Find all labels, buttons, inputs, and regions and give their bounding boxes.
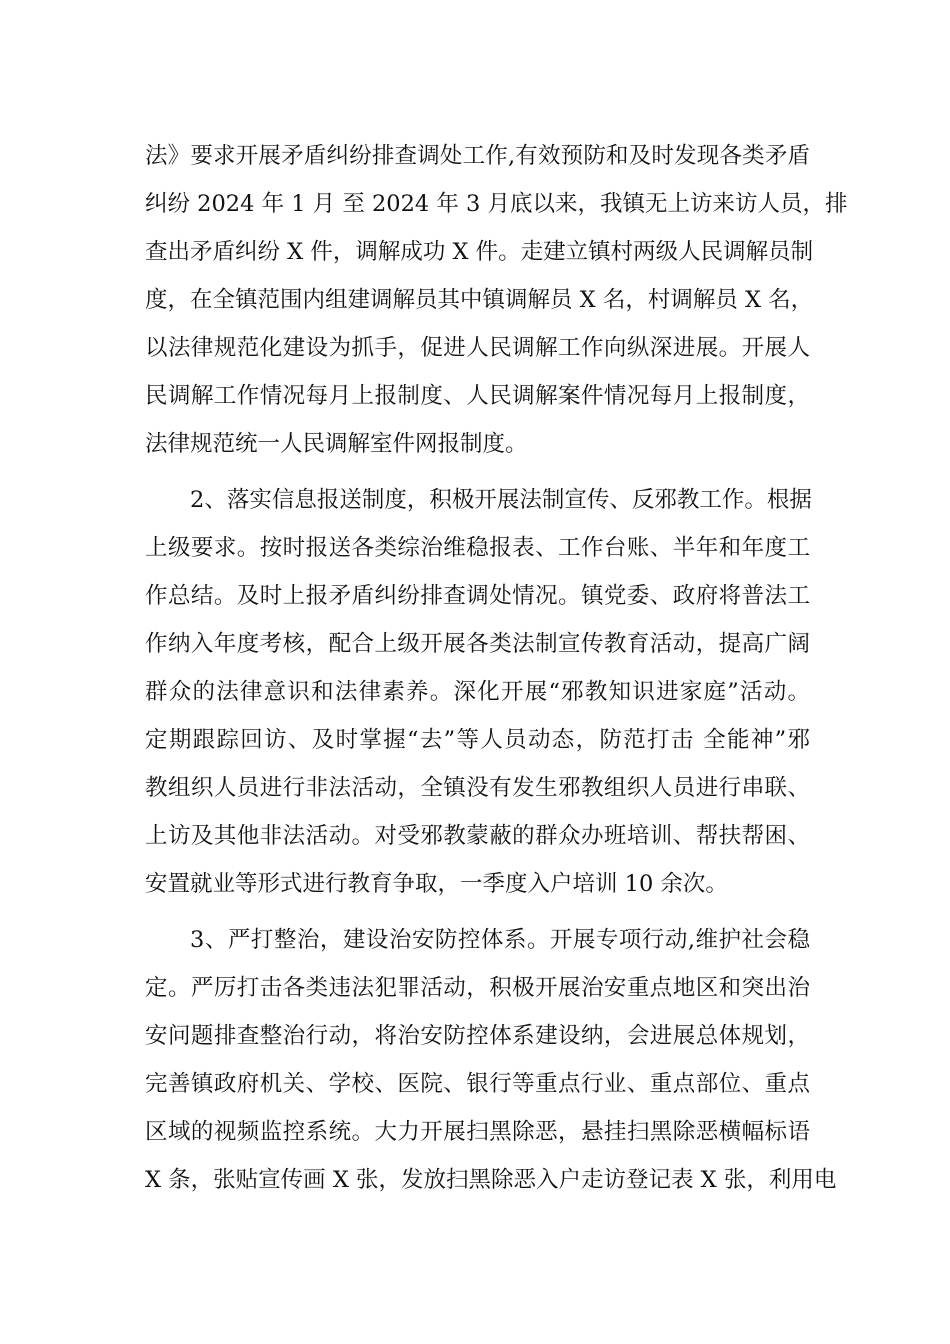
text-line: 群众的法律意识和法律素养。深化开展“邪教知识进家庭”活动。: [145, 679, 810, 705]
text-line: 安问题排查整治行动，将治安防控体系建设纳，会进展总体规划，: [145, 1023, 810, 1049]
text-line: 纠纷 2024 年 1 月 至 2024 年 3 月底以来，我镇无上访来访人员，排: [145, 191, 848, 217]
text-line: 法律规范统一人民调解室件网报制度。: [145, 431, 528, 457]
text-line: 以法律规范化建设为抓手，促进人民调解工作向纵深进展。开展人: [145, 335, 810, 361]
text-line: 区域的视频监控系统。大力开展扫黑除恶，悬挂扫黑除恶横幅标语: [145, 1119, 810, 1145]
text-line: 民调解工作情况每月上报制度、人民调解案件情况每月上报制度，: [145, 383, 810, 409]
text-line: 上访及其他非法活动。对受邪教蒙蔽的群众办班培训、帮扶帮困、: [145, 823, 810, 849]
text-line: 作纳入年度考核，配合上级开展各类法制宣传教育活动，提高广阔: [145, 631, 810, 657]
text-line: 安置就业等形式进行教育争取，一季度入户培训 10 余次。: [145, 871, 728, 897]
text-line: 度，在全镇范围内组建调解员其中镇调解员 X 名，村调解员 X 名，: [145, 287, 814, 313]
text-line: X 条，张贴宣传画 X 张，发放扫黑除恶入户走访登记表 X 张，利用电: [145, 1167, 837, 1193]
text-line: 2、落实信息报送制度，积极开展法制宣传、反邪教工作。根据: [190, 487, 812, 513]
text-line: 作总结。及时上报矛盾纠纷排查调处情况。镇党委、政府将普法工: [145, 583, 810, 609]
text-line: 3、严打整治，建设治安防控体系。开展专项行动,维护社会稳: [190, 927, 810, 953]
text-line: 教组织人员进行非法活动，全镇没有发生邪教组织人员进行串联、: [145, 775, 810, 801]
text-line: 查出矛盾纠纷 X 件，调解成功 X 件。走建立镇村两级人民调解员制: [145, 239, 814, 265]
text-line: 法》要求开展矛盾纠纷排查调处工作,有效预防和及时发现各类矛盾: [145, 143, 810, 169]
text-line: 上级要求。按时报送各类综治维稳报表、工作台账、半年和年度工: [145, 535, 810, 561]
text-line: 定期跟踪回访、及时掌握“去”等人员动态，防范打击 全能神”邪: [145, 727, 810, 753]
text-line: 完善镇政府机关、学校、医院、银行等重点行业、重点部位、重点: [145, 1071, 810, 1097]
text-line: 定。严厉打击各类违法犯罪活动，积极开展治安重点地区和突出治: [145, 975, 810, 1001]
